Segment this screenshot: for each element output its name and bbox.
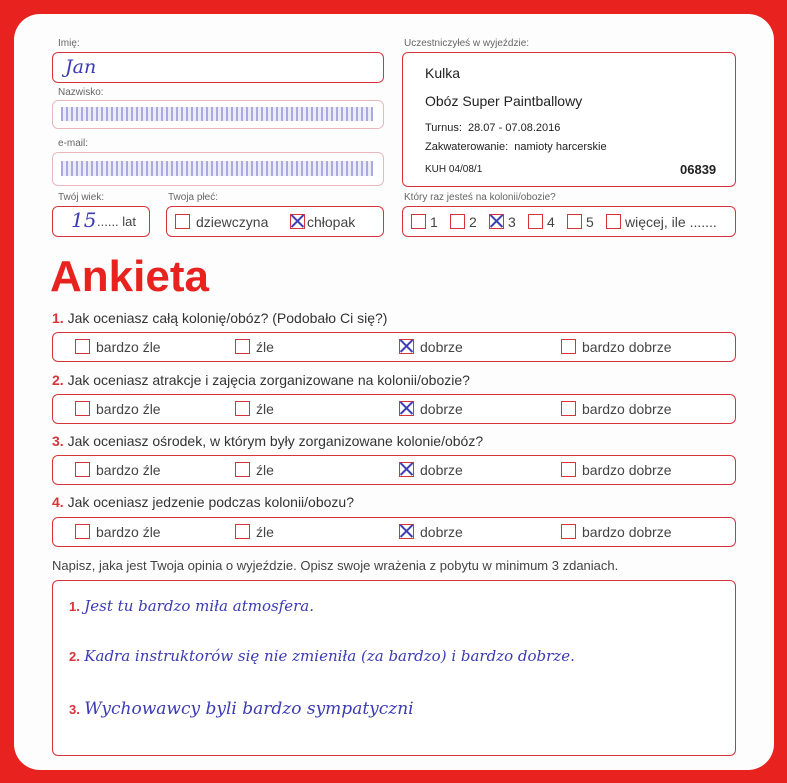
- times-option-2[interactable]: 2: [450, 213, 477, 231]
- question-3: 3. Jak oceniasz ośrodek, w którym były zorganizowane kolonie/obóz?: [52, 433, 484, 449]
- question-3-options: [52, 455, 736, 485]
- question-4-options: [52, 517, 736, 547]
- q2-option-very-bad[interactable]: bardzo źle: [75, 400, 161, 418]
- age-field[interactable]: [52, 206, 150, 237]
- survey-title: Ankieta: [50, 252, 209, 301]
- times-option-4[interactable]: 4: [528, 213, 555, 231]
- q3-option-good[interactable]: dobrze: [399, 461, 463, 479]
- gender-field: [166, 206, 384, 237]
- question-1-options: [52, 332, 736, 362]
- times-option-5[interactable]: 5: [567, 213, 594, 231]
- turnus-line: Turnus: 28.07 - 07.08.2016: [425, 122, 561, 134]
- question-2-options: [52, 394, 736, 424]
- q3-option-very-bad[interactable]: bardzo źle: [75, 461, 161, 479]
- gender-checkbox-female[interactable]: [175, 214, 190, 229]
- surname-field[interactable]: [52, 100, 384, 129]
- times-option-more[interactable]: więcej, ile .......: [606, 213, 717, 231]
- q2-option-bad[interactable]: źle: [235, 400, 274, 418]
- question-1: 1. Jak oceniasz całą kolonię/obóz? (Podobało Ci się?): [52, 310, 388, 326]
- email-field[interactable]: [52, 152, 384, 186]
- q1-option-very-good[interactable]: bardzo dobrze: [561, 338, 672, 356]
- gender-option-male[interactable]: chłopak: [290, 213, 355, 231]
- accommodation-line: Zakwaterowanie: namioty harcerskie: [425, 141, 607, 153]
- q4-option-very-good[interactable]: bardzo dobrze: [561, 523, 672, 541]
- gender-option-female[interactable]: dziewczyna: [175, 213, 268, 231]
- opinion-line-2: 2. Kadra instruktorów się nie zmieniła (za bardzo) i bardzo dobrze.: [69, 647, 575, 665]
- email-label: e-mail:: [58, 138, 89, 149]
- name-field[interactable]: [52, 52, 384, 83]
- opinion-line-1: 1. Jest tu bardzo miła atmosfera.: [69, 597, 314, 615]
- participated-label: Uczestniczyłeś w wyjeździe:: [404, 38, 530, 49]
- times-field: [402, 206, 736, 237]
- q3-option-bad[interactable]: źle: [235, 461, 274, 479]
- age-value: 15: [71, 208, 97, 232]
- name-value: Jan: [65, 56, 97, 78]
- question-2: 2. Jak oceniasz atrakcje i zajęcia zorganizowane na kolonii/obozie?: [52, 372, 470, 388]
- times-option-3[interactable]: 3: [489, 213, 516, 231]
- question-4: 4. Jak oceniasz jedzenie podczas kolonii/obozu?: [52, 494, 354, 510]
- q4-option-very-bad[interactable]: bardzo źle: [75, 523, 161, 541]
- q4-option-bad[interactable]: źle: [235, 523, 274, 541]
- camp-title: Obóz Super Paintballowy: [425, 93, 583, 109]
- surname-label: Nazwisko:: [58, 87, 104, 98]
- q1-option-good[interactable]: dobrze: [399, 338, 463, 356]
- opinion-line-3: 3. Wychowawcy byli bardzo sympatyczni: [69, 699, 414, 719]
- times-option-1[interactable]: 1: [411, 213, 438, 231]
- gender-label: Twoja płeć:: [168, 192, 219, 203]
- gender-checkbox-male[interactable]: [290, 214, 305, 229]
- q3-option-very-good[interactable]: bardzo dobrze: [561, 461, 672, 479]
- q1-option-very-bad[interactable]: bardzo źle: [75, 338, 161, 356]
- email-redaction: [61, 161, 373, 176]
- opinion-textarea[interactable]: [52, 580, 736, 756]
- survey-sheet: [14, 14, 774, 770]
- q2-option-good[interactable]: dobrze: [399, 400, 463, 418]
- surname-redaction: [61, 107, 373, 121]
- camp-code: KUH 04/08/1: [425, 164, 483, 175]
- age-label: Twój wiek:: [58, 192, 105, 203]
- camp-info-box: [402, 52, 736, 187]
- camp-number: 06839: [680, 162, 717, 177]
- camp-name: Kulka: [425, 65, 461, 81]
- q1-option-bad[interactable]: źle: [235, 338, 274, 356]
- name-label: Imię:: [58, 38, 80, 49]
- q2-option-very-good[interactable]: bardzo dobrze: [561, 400, 672, 418]
- opinion-prompt: Napisz, jaka jest Twoja opinia o wyjeździe. Opisz swoje wrażenia z pobytu w minimum 3 zdaniach.: [52, 558, 619, 573]
- age-suffix: ...... lat: [97, 214, 137, 229]
- q4-option-good[interactable]: dobrze: [399, 523, 463, 541]
- times-label: Który raz jesteś na kolonii/obozie?: [404, 192, 556, 203]
